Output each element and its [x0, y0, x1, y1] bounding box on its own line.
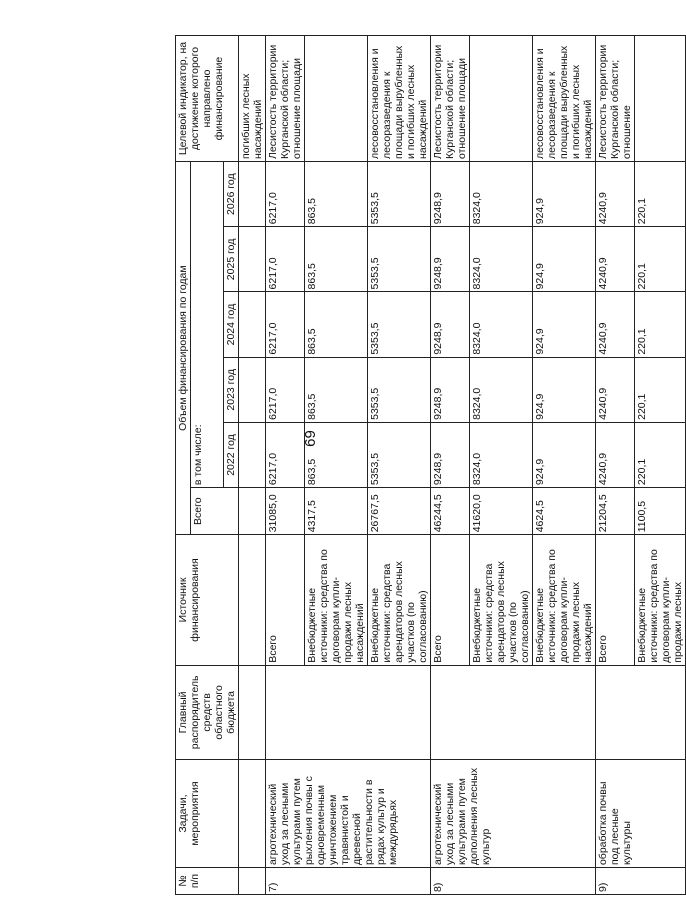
year-value: 8324,0 — [470, 357, 533, 422]
year-value: 863,5 — [305, 292, 368, 357]
page-number: 69 — [301, 430, 319, 447]
indicator — [305, 36, 368, 162]
row-num: 9) — [596, 868, 686, 895]
source-name: Внебюджетные источники: средства по договорам купли-продажи лесных насаждений — [533, 535, 596, 665]
indicator: лесовосстановления и лесоразведения к площади вырубленных и погибших лесных насаждений — [368, 36, 431, 162]
year-value: 863,5 — [305, 422, 368, 487]
year-value: 9248,9 — [431, 292, 470, 357]
year-value: 8324,0 — [470, 227, 533, 292]
source-total: 26767,5 — [368, 488, 431, 535]
indicator: лесовосстановления и лесоразведения к площади вырубленных и погибших лесных насаждений — [533, 36, 596, 162]
rotated-table-container — [175, 35, 684, 895]
table-row — [431, 36, 470, 895]
year-value: 924,9 — [533, 227, 596, 292]
row-num: 8) — [431, 868, 596, 895]
year-value: 5353,5 — [368, 357, 431, 422]
header-source: Источник финансирования — [176, 535, 239, 665]
indicator — [635, 36, 686, 162]
year-value: 8324,0 — [470, 422, 533, 487]
year-value: 9248,9 — [431, 227, 470, 292]
year-value: 220,1 — [635, 422, 686, 487]
header-year: 2023 год — [224, 357, 239, 422]
row-admin — [266, 665, 431, 759]
year-value: 4240,9 — [596, 357, 635, 422]
year-value: 6217,0 — [266, 422, 305, 487]
year-value: 924,9 — [533, 292, 596, 357]
source-total: 31085,0 — [266, 488, 305, 535]
year-value: 4240,9 — [596, 292, 635, 357]
source-name: Всего — [266, 535, 305, 665]
source-name: Внебюджетные источники: средства арендаторов лесных участков (по согласованию) — [470, 535, 533, 665]
year-value: 6217,0 — [266, 227, 305, 292]
year-value: 6217,0 — [266, 357, 305, 422]
year-value: 5353,5 — [368, 292, 431, 357]
year-value: 863,5 — [305, 357, 368, 422]
indicator: Лесистость территории Курганской области; отношение площади — [266, 36, 305, 162]
source-name: Всего — [596, 535, 635, 665]
table-row — [266, 36, 305, 895]
row-task: обработка почвы под лесные культуры — [596, 760, 686, 868]
indicator: Лесистость территории Курганской области; отношение — [596, 36, 635, 162]
year-value: 220,1 — [635, 161, 686, 226]
year-value: 5353,5 — [368, 422, 431, 487]
year-value: 6217,0 — [266, 292, 305, 357]
financing-table — [175, 35, 686, 895]
year-value: 863,5 — [305, 161, 368, 226]
source-total: 4624,5 — [533, 488, 596, 535]
header-total: Всего — [191, 488, 239, 535]
header-incl: в том числе: — [191, 161, 224, 487]
year-value: 8324,0 — [470, 292, 533, 357]
indicator: Лесистость территории Курганской области; отношение площади — [431, 36, 470, 162]
header-year: 2025 год — [224, 227, 239, 292]
lead-indicator: погибших лесных насаждений — [239, 36, 266, 162]
year-value: 924,9 — [533, 357, 596, 422]
header-volume: Объем финансирования по годам — [176, 161, 191, 534]
source-name: Внебюджетные источники: средства по договорам купли-продажи лесных насаждений — [305, 535, 368, 665]
source-total: 46244,5 — [431, 488, 470, 535]
table-row-lead — [239, 36, 266, 895]
year-value: 9248,9 — [431, 422, 470, 487]
header-year: 2024 год — [224, 292, 239, 357]
year-value: 220,1 — [635, 357, 686, 422]
year-value: 9248,9 — [431, 357, 470, 422]
header-admin: Главный распорядитель средств областного бюджета — [176, 665, 239, 759]
row-num: 7) — [266, 868, 431, 895]
source-total: 1100,5 — [635, 488, 686, 535]
year-value: 9248,9 — [431, 161, 470, 226]
header-task: Задачи, мероприятия — [176, 760, 239, 868]
table-row — [596, 36, 635, 895]
year-value: 4240,9 — [596, 227, 635, 292]
year-value: 220,1 — [635, 227, 686, 292]
source-name: Внебюджетные источники: средства арендаторов лесных участков (по согласованию) — [368, 535, 431, 665]
row-task: агротехнический уход за лесными культурами путем дополнения лесных культур — [431, 760, 596, 868]
source-name: Внебюджетные источники: средства по договорам купли-продажи лесных — [635, 535, 686, 665]
year-value: 8324,0 — [470, 161, 533, 226]
year-value: 220,1 — [635, 292, 686, 357]
year-value: 863,5 — [305, 227, 368, 292]
source-total: 4317,5 — [305, 488, 368, 535]
year-value: 5353,5 — [368, 161, 431, 226]
row-admin — [431, 665, 596, 759]
header-year: 2026 год — [224, 161, 239, 226]
year-value: 6217,0 — [266, 161, 305, 226]
row-task: агротехнический уход за лесными культурами путем рыхления почвы с одновременным уничтожением травянистой и древесной растительности в рядах культур и междурядьях — [266, 760, 431, 868]
year-value: 4240,9 — [596, 161, 635, 226]
source-total: 41620,0 — [470, 488, 533, 535]
year-value: 5353,5 — [368, 227, 431, 292]
header-indicator: Целевой индикатор, на достижение которого направлено финансирование — [176, 36, 239, 162]
row-admin — [596, 665, 686, 759]
header-year: 2022 год — [224, 422, 239, 487]
year-value: 924,9 — [533, 161, 596, 226]
year-value: 4240,9 — [596, 422, 635, 487]
source-name: Всего — [431, 535, 470, 665]
source-total: 21204,5 — [596, 488, 635, 535]
header-num: № п/п — [176, 868, 239, 895]
year-value: 924,9 — [533, 422, 596, 487]
indicator — [470, 36, 533, 162]
